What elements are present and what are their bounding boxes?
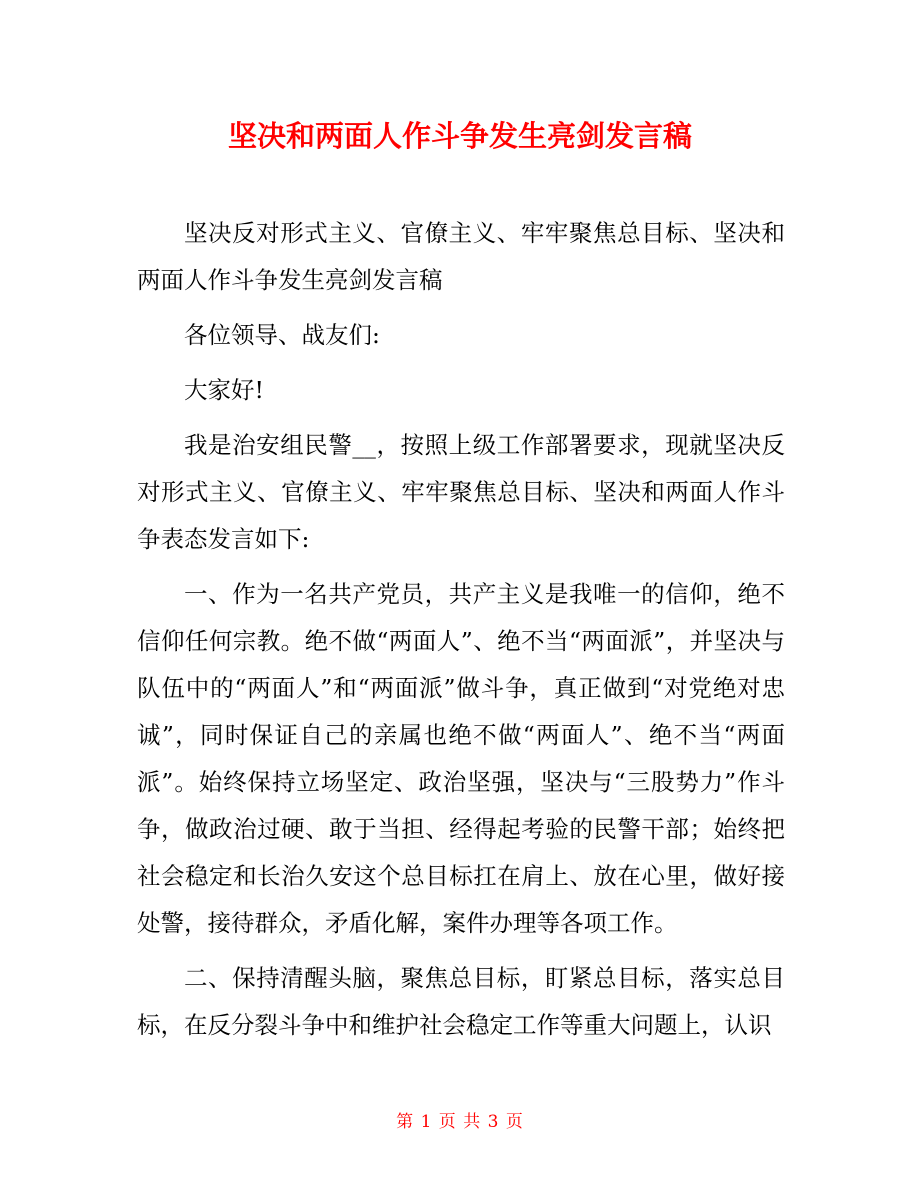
document-title: 坚决和两面人作斗争发生亮剑发言稿 [227,119,692,153]
paragraph-greeting: 大家好! [184,376,264,404]
page-number-footer: 第 1 页 共 3 页 [396,1112,524,1132]
paragraph-salutation: 各位领导、战友们: [184,321,380,349]
document-body [137,210,785,1049]
paragraph-point-one: 一、作为一名共产党员，共产主义是我唯一的信仰，绝不信仰任何宗教。绝不做“两面人”、绝不当“两面派”，并坚决与队伍中的“两面人”和“两面派”做斗争，真正做到“对党绝对忠诚”，同时保证自己的亲属也绝不做“两面人”、绝不当“两面派”。始终保持立场坚定、政治坚强，坚决与“三股势力”作斗争，做政治过硬、敢于当担、经得起考验的民警干部；始终把社会稳定和长治久安这个总目标扛在肩上、放在心里，做好接处警，接待群众，矛盾化解，案件办理等各项工作。 [137,580,785,937]
paragraph-intro: 我是治安组民警__，按照上级工作部署要求，现就坚决反对形式主义、官僚主义、牢牢聚焦总目标、坚决和两面人作斗争表态发言如下: [137,431,785,553]
paragraph-heading-line: 坚决反对形式主义、官僚主义、牢牢聚焦总目标、坚决和两面人作斗争发生亮剑发言稿 [137,219,785,294]
paragraph-point-two: 二、保持清醒头脑，聚焦总目标，盯紧总目标，落实总目标，在反分裂斗争中和维护社会稳定工作等重大问题上，认识 [137,964,785,1039]
